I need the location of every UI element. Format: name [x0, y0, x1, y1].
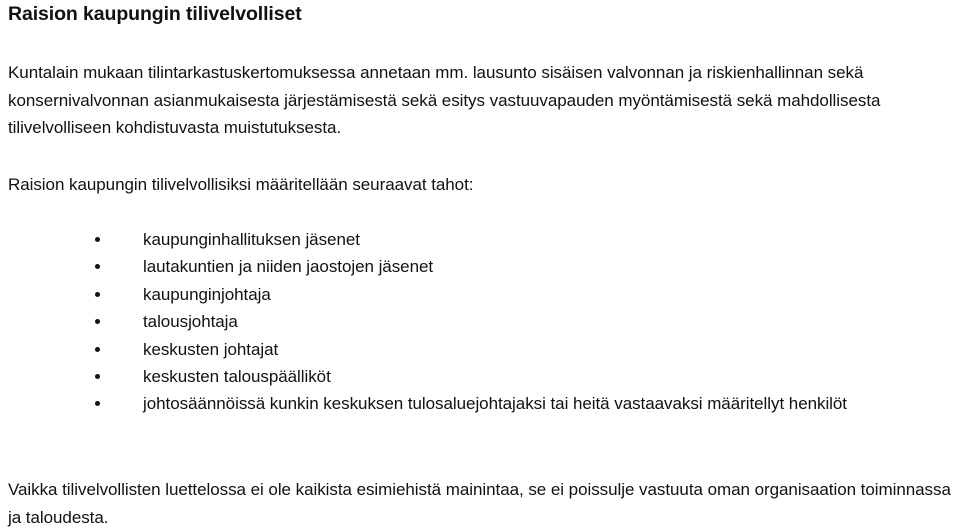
bullet-icon	[95, 374, 100, 379]
bullet-icon	[95, 292, 100, 297]
list-item	[8, 308, 953, 335]
list-item-text: keskusten talouspäälliköt	[143, 367, 331, 387]
list-item	[8, 253, 953, 280]
list-item-text: kaupunginjohtaja	[143, 284, 271, 304]
list-item	[8, 281, 953, 308]
list-item	[8, 226, 953, 253]
list-item-text: lautakuntien ja niiden jaostojen jäsenet	[143, 257, 434, 277]
page-title: Raision kaupungin tilivelvolliset	[8, 3, 302, 25]
bullet-icon	[95, 401, 100, 406]
responsible-parties-list	[8, 226, 953, 418]
list-item-text: kaupunginhallituksen jäsenet	[143, 230, 360, 249]
list-item	[8, 363, 953, 390]
bullet-icon	[95, 264, 100, 269]
bullet-icon	[95, 319, 100, 324]
closing-paragraph: Vaikka tilivelvollisten luettelossa ei ole kaikista esimiehistä mainintaa, se ei poissulje vastuuta oman organisaation toiminnassa ja taloudesta.	[8, 480, 951, 527]
list-item	[8, 336, 953, 363]
intro-paragraph: Kuntalain mukaan tilintarkastuskertomuksessa annetaan mm. lausunto sisäisen valvonnan ja riskienhallinnan sekä konsernivalvonnan asianmukaisesta järjestämisestä sekä esitys vastuuvapauden myöntämisestä sekä mahdollisesta tilivelvolliseen kohdistuvasta muistutuksesta.	[8, 63, 881, 137]
bullet-icon	[95, 237, 100, 242]
list-item-text: talousjohtaja	[143, 312, 238, 332]
bullet-icon	[95, 347, 100, 352]
list-item-text: keskusten johtajat	[143, 339, 279, 359]
list-lead-paragraph: Raision kaupungin tilivelvollisiksi määritellään seuraavat tahot:	[8, 175, 474, 194]
list-item-text: johtosäännöissä kunkin keskuksen tulosaluejohtajaksi tai heitä vastaavaksi määritellyt henkilöt	[143, 394, 847, 414]
list-item	[8, 390, 953, 417]
